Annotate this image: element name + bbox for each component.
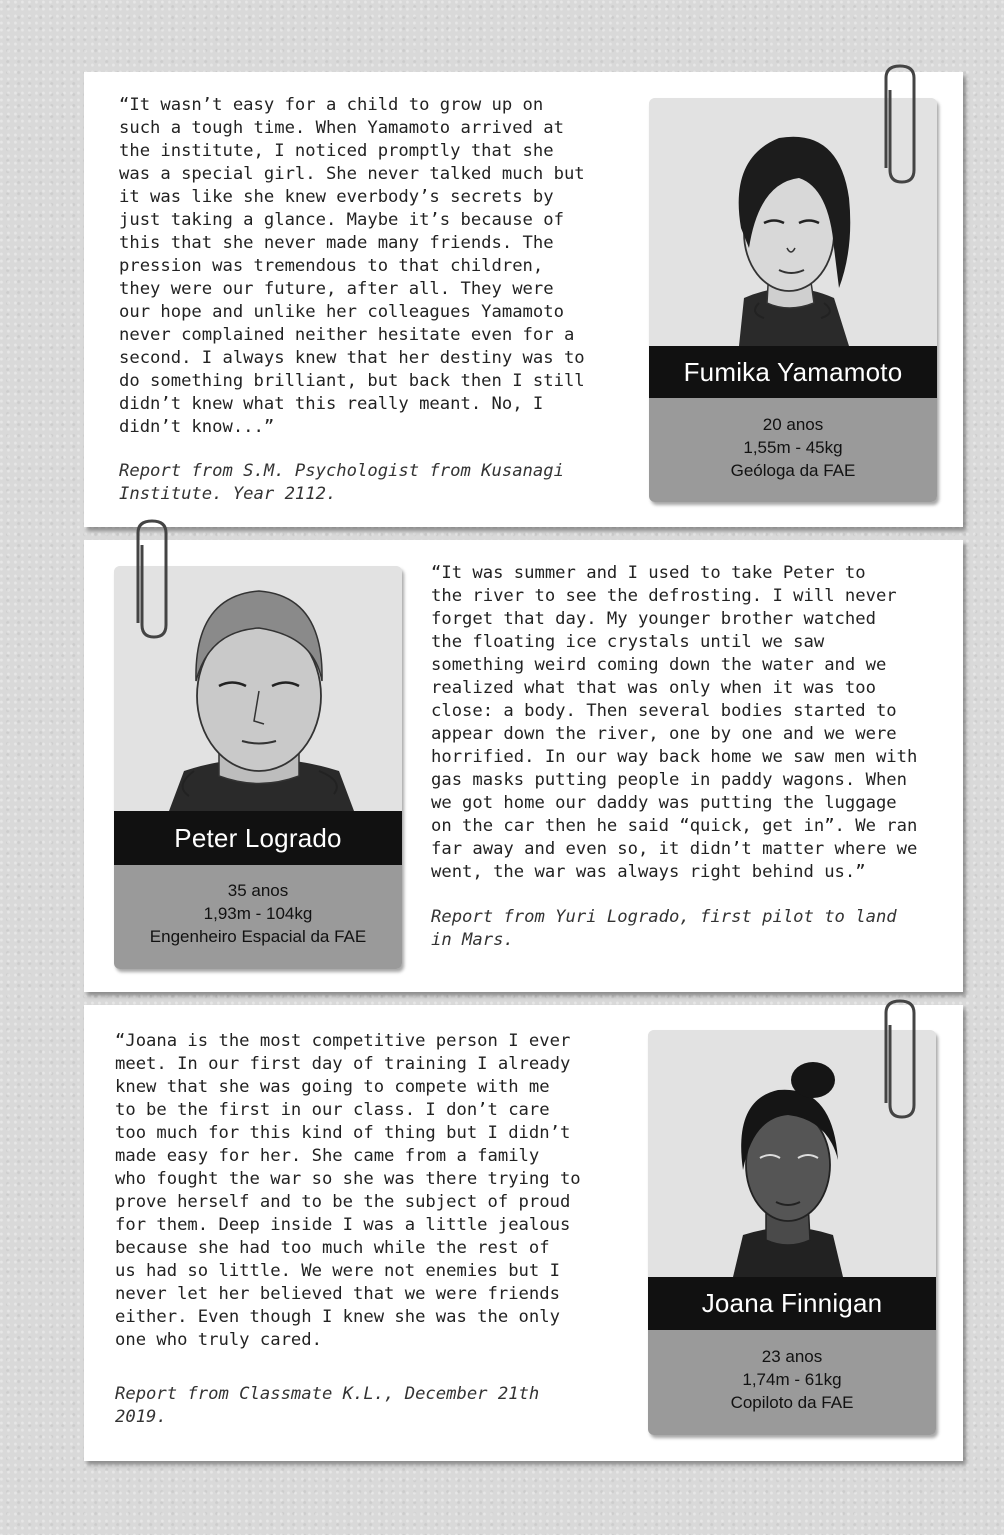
profile-panel-joana [84, 1005, 963, 1461]
character-age: 23 anos [761, 1347, 823, 1366]
profile-panel-peter [84, 540, 963, 992]
character-info [114, 865, 402, 969]
character-info [649, 398, 937, 502]
character-stats: 1,93m - 104kg [203, 904, 313, 923]
character-role: Geóloga da FAE [730, 461, 856, 480]
testimony-source: Report from Yuri Logrado, first pilot to land in Mars. [431, 907, 897, 950]
character-name: Peter Logrado [114, 811, 402, 865]
testimony-source: Report from S.M. Psychologist from Kusanagi Institute. Year 2112. [119, 461, 564, 504]
paperclip-icon [872, 995, 924, 1121]
character-name: Fumika Yamamoto [649, 346, 937, 398]
testimony-quote: “Joana is the most competitive person I ever meet. In our first day of training I already knew that she was going to compete with me to be the first in our class. I don’t care too much for this kind of thing but I didn’t made easy for her. She came from a family who fought the war so she was there trying to prove herself and to be the subject of proud for them. Deep inside I was a little jealous because she had too much while the rest of us had so little. We were not enemies but I never let her believed that we were friends either. Even though I knew she was the only one who truly cared. [115, 1031, 581, 1350]
testimony-quote: “It was summer and I used to take Peter to the river to see the defrosting. I will never forget that day. My younger brother watched the floating ice crystals until we saw something weird coming down the water and we realized what that was only when it was too close: a body. Then several bodies started to appear down the river, one by one and we were horrified. In our way back home we saw men with gas masks putting people in paddy wagons. When we got home our daddy was putting the luggage on the car then he said “quick, get in”. We ran far away and even so, it didn’t matter where we went, the war was always right behind us.” [431, 563, 918, 882]
character-role: Copiloto da FAE [730, 1393, 854, 1412]
character-stats: 1,55m - 45kg [743, 438, 843, 457]
character-info [648, 1330, 936, 1435]
character-role: Engenheiro Espacial da FAE [149, 927, 367, 946]
character-name: Joana Finnigan [648, 1277, 936, 1330]
paperclip-icon [124, 515, 176, 641]
testimony-source: Report from Classmate K.L., December 21th 2019. [115, 1384, 540, 1427]
testimony-quote: “It wasn’t easy for a child to grow up on such a tough time. When Yamamoto arrived at the institute, I noticed promptly that she was a special girl. She never talked much but it was like she knew everbody’s secrets by just taking a glance. Maybe it’s because of this that she never made many friends. The pression was tremendous to that children, they were our future, after all. They were our hope and unlike her colleagues Yamamoto never complained neither hesitate even for a second. I always knew that her destiny was to do something brilliant, but back then I still didn’t knew what this really meant. No, I didn’t know...” [119, 95, 585, 437]
character-age: 35 anos [227, 881, 289, 900]
character-stats: 1,74m - 61kg [742, 1370, 842, 1389]
character-age: 20 anos [762, 415, 824, 434]
profile-panel-fumika [84, 72, 963, 527]
paperclip-icon [872, 60, 924, 186]
